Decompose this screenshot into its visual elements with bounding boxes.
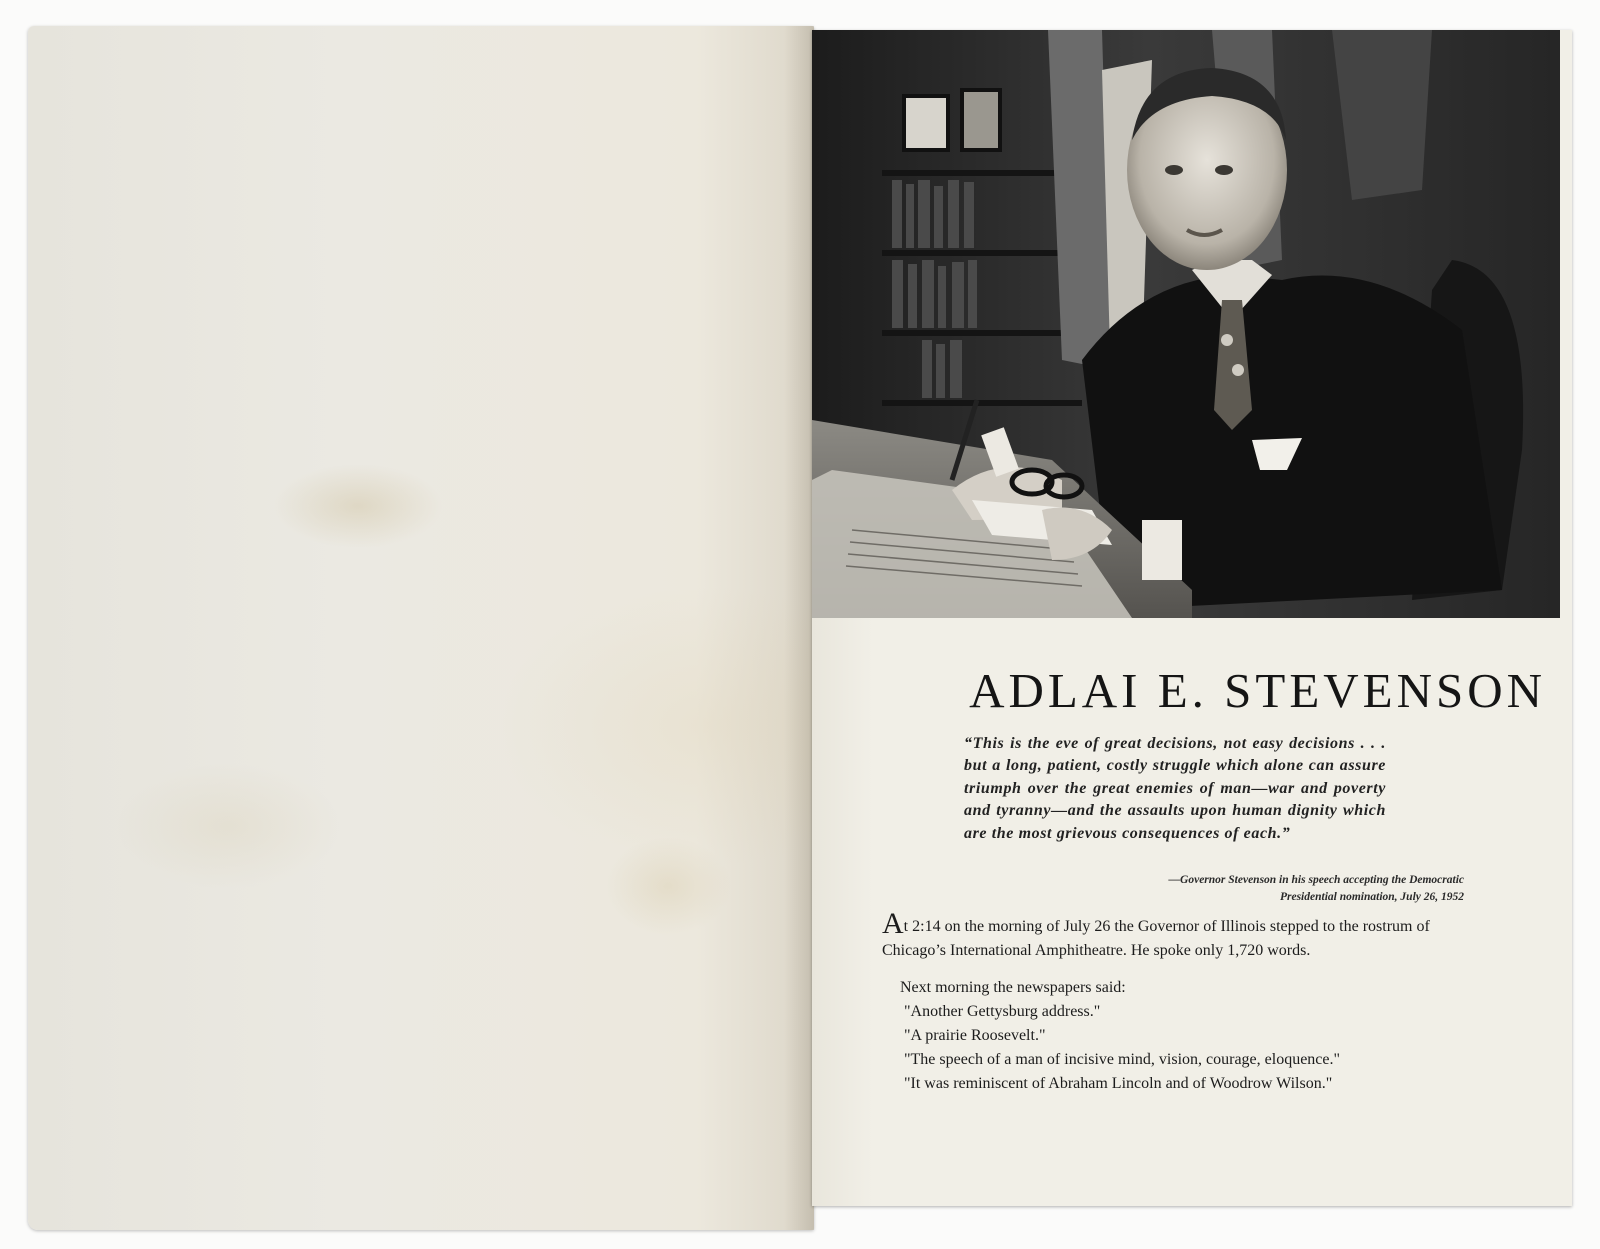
right-page xyxy=(812,30,1572,1206)
acceptance-speech-quote: “This is the eve of great decisions, not easy decisions . . . but a long, patient, costly struggle which alone can assure triumph over the great enemies of man—war and poverty and tyranny—and the assaults upon human dignity which are the most grievous consequences of each.” xyxy=(964,735,1386,842)
reactions-lead: Next morning the newspapers said: xyxy=(900,979,1126,996)
intro-text: t 2:14 on the morning of July 26 the Governor of Illinois stepped to the rostrum of Chicago’s International Amphitheatre. He spoke only 1,720 words. xyxy=(882,918,1430,959)
drop-cap: A xyxy=(882,907,904,940)
page-fold-shadow xyxy=(784,26,814,1230)
reaction-item: "The speech of a man of incisive mind, vision, courage, eloquence." xyxy=(904,1051,1341,1068)
portrait-photo-illustration xyxy=(812,30,1560,618)
page-title-name: ADLAI E. STEVENSON xyxy=(969,663,1546,718)
attribution-line-1: —Governor Stevenson in his speech accepting the Democratic xyxy=(1168,874,1464,886)
attribution-line-2: Presidential nomination, July 26, 1952 xyxy=(1279,891,1464,903)
reactions-list xyxy=(900,1000,1460,1096)
portrait-photograph xyxy=(812,30,1560,618)
reaction-item: "A prairie Roosevelt." xyxy=(904,1027,1046,1044)
left-page-blank xyxy=(28,26,814,1230)
quote-attribution xyxy=(1052,872,1464,906)
reaction-item: "It was reminiscent of Abraham Lincoln and of Woodrow Wilson." xyxy=(904,1075,1333,1092)
newspaper-reactions xyxy=(900,976,1460,1096)
intro-paragraph xyxy=(882,907,1462,963)
reaction-item: "Another Gettysburg address." xyxy=(904,1003,1101,1020)
